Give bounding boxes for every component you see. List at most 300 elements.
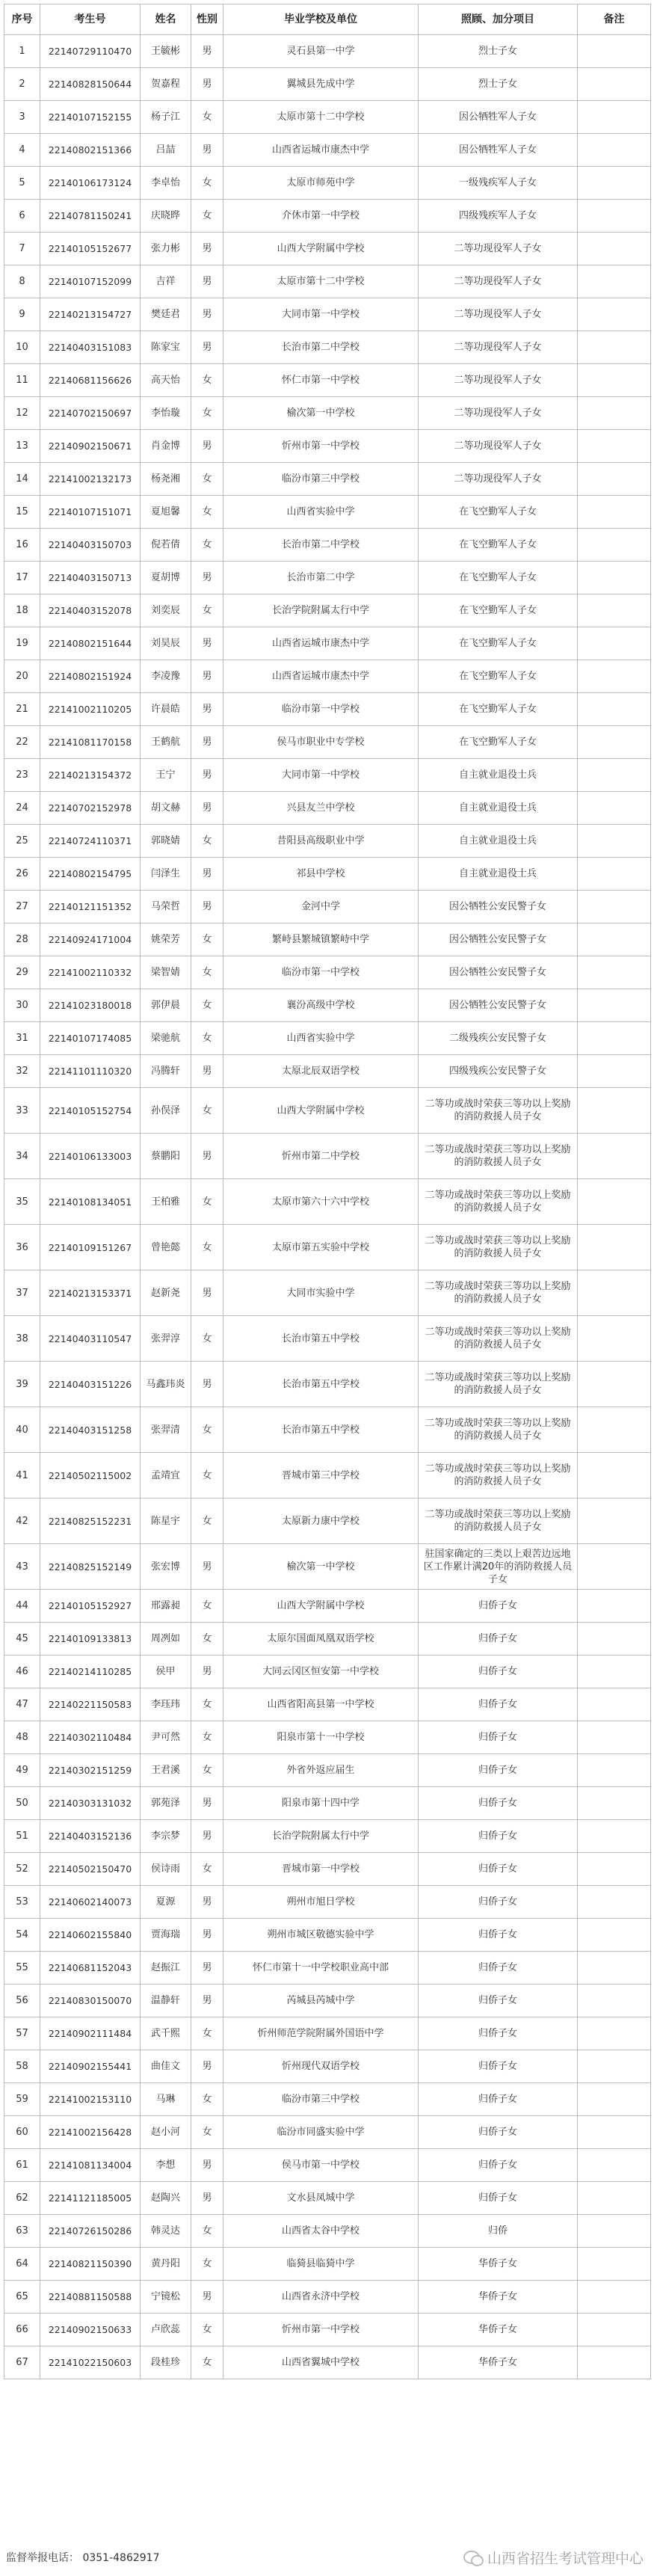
cell-name: 贺嘉程 [141,68,191,101]
cell-school: 兴县友兰中学校 [223,792,419,825]
cell-remark [578,2050,651,2083]
cell-index: 60 [4,2116,40,2149]
cell-exam-id: 22140828150644 [40,68,141,101]
cell-school: 山西大学附属中学校 [223,233,419,265]
cell-gender: 女 [191,1590,223,1623]
cell-bonus-item: 二等功或战时荣获三等功以上奖励的消防救援人员子女 [419,1316,578,1362]
cell-exam-id: 22140221150583 [40,1688,141,1721]
table-row [4,1688,651,1721]
cell-school: 繁峙县繁城镇繁峙中学 [223,923,419,956]
cell-bonus-item: 二等功或战时荣获三等功以上奖励的消防救援人员子女 [419,1362,578,1407]
cell-index: 56 [4,1985,40,2017]
cell-index: 21 [4,693,40,726]
cell-remark [578,331,651,364]
table-row [4,2149,651,2182]
cell-name: 王鹤航 [141,726,191,759]
cell-gender: 女 [191,1407,223,1453]
table-row [4,2017,651,2050]
cell-name: 冯腾轩 [141,1055,191,1088]
cell-gender: 女 [191,825,223,858]
cell-index: 55 [4,1952,40,1985]
cell-gender: 男 [191,1544,223,1590]
cell-remark [578,1952,651,1985]
cell-gender: 男 [191,759,223,792]
cell-name: 王柏雅 [141,1179,191,1225]
cell-remark [578,891,651,923]
cell-school: 山西省运城市康杰中学 [223,660,419,693]
cell-gender: 男 [191,2149,223,2182]
cell-bonus-item: 因公牺牲军人子女 [419,101,578,134]
cell-exam-id: 22141002110332 [40,956,141,989]
cell-remark [578,1407,651,1453]
cell-bonus-item: 二等功或战时荣获三等功以上奖励的消防救援人员子女 [419,1270,578,1316]
cell-name: 尹可然 [141,1721,191,1754]
cell-school: 长治市第二中学校 [223,331,419,364]
cell-name: 段桂珍 [141,2346,191,2379]
table-row [4,1787,651,1820]
cell-gender: 女 [191,529,223,562]
cell-gender: 女 [191,2017,223,2050]
cell-bonus-item: 归侨子女 [419,2116,578,2149]
cell-remark [578,2182,651,2215]
cell-bonus-item: 在飞空勤军人子女 [419,562,578,594]
cell-gender: 男 [191,792,223,825]
cell-remark [578,825,651,858]
table-row [4,1721,651,1754]
cell-name: 武千熙 [141,2017,191,2050]
table-row [4,1088,651,1134]
cell-bonus-item: 自主就业退役士兵 [419,825,578,858]
cell-school: 大同市第一中学校 [223,759,419,792]
cell-remark [578,1134,651,1179]
cell-index: 63 [4,2215,40,2248]
table-row [4,2314,651,2346]
table-row [4,825,651,858]
cell-gender: 男 [191,1270,223,1316]
cell-school: 灵石县第一中学 [223,35,419,68]
table-row [4,2116,651,2149]
cell-index: 46 [4,1656,40,1688]
cell-index: 38 [4,1316,40,1362]
cell-exam-id: 22140729110470 [40,35,141,68]
cell-remark [578,726,651,759]
cell-remark [578,2149,651,2182]
cell-exam-id: 22140902155441 [40,2050,141,2083]
cell-name: 宁镜松 [141,2281,191,2314]
cell-gender: 女 [191,2116,223,2149]
table-row [4,233,651,265]
cell-bonus-item: 归侨子女 [419,1919,578,1952]
cell-exam-id: 22141081170158 [40,726,141,759]
cell-school: 芮城县芮城中学 [223,1985,419,2017]
supervision-hotline: 监督举报电话： 0351-4862917 [6,2552,160,2564]
cell-name: 郭伊晨 [141,989,191,1022]
cell-exam-id: 22140825152231 [40,1498,141,1544]
cell-exam-id: 22140702150697 [40,397,141,430]
cell-exam-id: 22140213154372 [40,759,141,792]
cell-bonus-item: 二等功现役军人子女 [419,265,578,298]
cell-gender: 男 [191,627,223,660]
cell-index: 18 [4,594,40,627]
cell-exam-id: 22140214110285 [40,1656,141,1688]
cell-index: 34 [4,1134,40,1179]
cell-exam-id: 22140403152078 [40,594,141,627]
cell-bonus-item: 归侨子女 [419,1721,578,1754]
cell-name: 侯甲 [141,1656,191,1688]
cell-school: 临汾市第三中学校 [223,463,419,496]
cell-gender: 男 [191,1820,223,1853]
table-row [4,2083,651,2116]
cell-school: 介休市第一中学校 [223,200,419,233]
cell-name: 李想 [141,2149,191,2182]
cell-remark [578,594,651,627]
cell-index: 25 [4,825,40,858]
cell-remark [578,1820,651,1853]
cell-gender: 男 [191,2281,223,2314]
cell-gender: 女 [191,463,223,496]
cell-name: 王毓彬 [141,35,191,68]
cell-index: 62 [4,2182,40,2215]
cell-school: 临猗县临猗中学 [223,2248,419,2281]
cell-remark [578,792,651,825]
cell-index: 40 [4,1407,40,1453]
table-row [4,660,651,693]
table-row [4,1022,651,1055]
cell-exam-id: 22140213153371 [40,1270,141,1316]
table-header [4,4,651,35]
cell-exam-id: 22140602155840 [40,1919,141,1952]
table-row [4,2050,651,2083]
cell-remark [578,2116,651,2149]
cell-gender: 男 [191,265,223,298]
cell-school: 文水县凤城中学 [223,2182,419,2215]
cell-school: 忻州市第一中学校 [223,430,419,463]
cell-name: 郭晓婧 [141,825,191,858]
cell-school: 山西省太谷中学校 [223,2215,419,2248]
cell-gender: 女 [191,101,223,134]
cell-school: 昔阳县高级职业中学 [223,825,419,858]
cell-index: 22 [4,726,40,759]
cell-name: 梁智婧 [141,956,191,989]
cell-gender: 女 [191,2083,223,2116]
cell-index: 3 [4,101,40,134]
cell-gender: 女 [191,2215,223,2248]
cell-exam-id: 22140403152136 [40,1820,141,1853]
cell-name: 姚荣芳 [141,923,191,956]
cell-gender: 女 [191,1022,223,1055]
table-row [4,1820,651,1853]
cell-name: 马琳 [141,2083,191,2116]
wechat-icon [463,2549,483,2566]
table-row [4,167,651,200]
cell-index: 57 [4,2017,40,2050]
cell-name: 李珏玮 [141,1688,191,1721]
cell-remark [578,956,651,989]
cell-exam-id: 22140821150390 [40,2248,141,2281]
cell-index: 15 [4,496,40,529]
cell-index: 65 [4,2281,40,2314]
cell-bonus-item: 归侨子女 [419,1623,578,1656]
cell-name: 孟靖宜 [141,1453,191,1498]
cell-exam-id: 22140302151259 [40,1754,141,1787]
cell-index: 36 [4,1225,40,1270]
cell-remark [578,1316,651,1362]
cell-index: 5 [4,167,40,200]
cell-name: 杨尧湘 [141,463,191,496]
cell-index: 28 [4,923,40,956]
cell-remark [578,1688,651,1721]
cell-name: 马荣哲 [141,891,191,923]
cell-index: 6 [4,200,40,233]
table-row [4,1656,651,1688]
cell-name: 樊廷君 [141,298,191,331]
cell-name: 张羿淳 [141,1316,191,1362]
cell-school: 大同云冈区恒安第一中学校 [223,1656,419,1688]
cell-name: 李凌豫 [141,660,191,693]
cell-remark [578,2281,651,2314]
cell-bonus-item: 归侨子女 [419,2017,578,2050]
cell-index: 26 [4,858,40,891]
cell-index: 16 [4,529,40,562]
cell-school: 长治学院附属太行中学 [223,1820,419,1853]
cell-bonus-item: 自主就业退役士兵 [419,858,578,891]
table-row [4,594,651,627]
cell-index: 30 [4,989,40,1022]
cell-school: 山西大学附属中学校 [223,1590,419,1623]
cell-index: 67 [4,2346,40,2379]
cell-index: 43 [4,1544,40,1590]
cell-remark [578,1919,651,1952]
cell-name: 王君溪 [141,1754,191,1787]
cell-school: 临汾市第三中学校 [223,2083,419,2116]
table-row [4,693,651,726]
cell-index: 10 [4,331,40,364]
cell-gender: 男 [191,298,223,331]
cell-remark [578,2017,651,2050]
cell-school: 晋城市第一中学校 [223,1853,419,1886]
cell-exam-id: 22140924171004 [40,923,141,956]
cell-gender: 男 [191,331,223,364]
table-row [4,759,651,792]
cell-school: 临汾市同盛实验中学 [223,2116,419,2149]
cell-exam-id: 22140502115002 [40,1453,141,1498]
cell-remark [578,298,651,331]
cell-gender: 女 [191,1225,223,1270]
cell-remark [578,693,651,726]
cell-school: 太原市第五实验中学校 [223,1225,419,1270]
cell-school: 侯马市第一中学校 [223,2149,419,2182]
header-school: 毕业学校及单位 [223,4,419,35]
cell-bonus-item: 因公牺牲公安民警子女 [419,891,578,923]
cell-index: 14 [4,463,40,496]
cell-exam-id: 22140902150633 [40,2314,141,2346]
cell-remark [578,1453,651,1498]
table-row [4,35,651,68]
cell-name: 韩灵达 [141,2215,191,2248]
cell-school: 祁县中学校 [223,858,419,891]
cell-index: 1 [4,35,40,68]
cell-remark [578,1656,651,1688]
cell-index: 2 [4,68,40,101]
header-row [4,4,651,35]
cell-remark [578,562,651,594]
cell-remark [578,1754,651,1787]
cell-index: 23 [4,759,40,792]
cell-gender: 男 [191,562,223,594]
cell-bonus-item: 二级残疾公安民警子女 [419,1022,578,1055]
cell-exam-id: 22140106133003 [40,1134,141,1179]
table-row [4,1055,651,1088]
table-row [4,1985,651,2017]
cell-gender: 男 [191,233,223,265]
cell-gender: 女 [191,1688,223,1721]
table-row [4,627,651,660]
table-row [4,989,651,1022]
cell-name: 郭苑泽 [141,1787,191,1820]
bonus-points-table [4,4,651,2379]
cell-index: 59 [4,2083,40,2116]
cell-exam-id: 22140105152677 [40,233,141,265]
cell-remark [578,397,651,430]
cell-name: 李怡璇 [141,397,191,430]
table-row [4,364,651,397]
cell-name: 曲佳文 [141,2050,191,2083]
cell-index: 37 [4,1270,40,1316]
cell-bonus-item: 在飞空勤军人子女 [419,693,578,726]
cell-exam-id: 22140403151258 [40,1407,141,1453]
cell-school: 长治市第五中学校 [223,1407,419,1453]
cell-exam-id: 22140902150671 [40,430,141,463]
cell-remark [578,529,651,562]
cell-school: 太原新力康中学校 [223,1498,419,1544]
table-row [4,2182,651,2215]
cell-gender: 男 [191,1952,223,1985]
cell-index: 50 [4,1787,40,1820]
cell-remark [578,1544,651,1590]
cell-gender: 男 [191,68,223,101]
cell-bonus-item: 烈士子女 [419,68,578,101]
cell-remark [578,1590,651,1623]
cell-gender: 男 [191,693,223,726]
cell-bonus-item: 二等功或战时荣获三等功以上奖励的消防救援人员子女 [419,1225,578,1270]
cell-gender: 女 [191,1316,223,1362]
cell-school: 太原北辰双语学校 [223,1055,419,1088]
cell-gender: 男 [191,1055,223,1088]
cell-exam-id: 22140108134051 [40,1179,141,1225]
cell-remark [578,364,651,397]
cell-gender: 男 [191,2182,223,2215]
cell-remark [578,233,651,265]
cell-name: 曾艳懿 [141,1225,191,1270]
cell-name: 周冽如 [141,1623,191,1656]
cell-index: 66 [4,2314,40,2346]
cell-name: 李宗梦 [141,1820,191,1853]
cell-index: 61 [4,2149,40,2182]
cell-exam-id: 22140107152155 [40,101,141,134]
cell-name: 孙俣泽 [141,1088,191,1134]
cell-bonus-item: 归侨子女 [419,1820,578,1853]
header-bonus-item: 照顾、加分项目 [419,4,578,35]
cell-exam-id: 22140403150713 [40,562,141,594]
cell-exam-id: 22140602140073 [40,1886,141,1919]
cell-school: 怀仁市第一中学校 [223,364,419,397]
table-row [4,496,651,529]
cell-name: 夏源 [141,1886,191,1919]
cell-remark [578,2314,651,2346]
cell-index: 47 [4,1688,40,1721]
cell-school: 长治学院附属太行中学 [223,594,419,627]
cell-exam-id: 22140781150241 [40,200,141,233]
cell-remark [578,1270,651,1316]
table-row [4,134,651,167]
cell-bonus-item: 自主就业退役士兵 [419,792,578,825]
cell-gender: 女 [191,1498,223,1544]
cell-exam-id: 22141081134004 [40,2149,141,2182]
cell-school: 忻州市第一中学校 [223,2314,419,2346]
table-row [4,1498,651,1544]
cell-gender: 女 [191,989,223,1022]
cell-index: 9 [4,298,40,331]
cell-remark [578,2215,651,2248]
cell-school: 长治市第二中学校 [223,529,419,562]
cell-exam-id: 22140702152978 [40,792,141,825]
cell-index: 7 [4,233,40,265]
cell-school: 襄汾高级中学校 [223,989,419,1022]
cell-school: 山西省翼城中学校 [223,2346,419,2379]
cell-exam-id: 22140502150470 [40,1853,141,1886]
cell-name: 张力彬 [141,233,191,265]
cell-exam-id: 22141101110320 [40,1055,141,1088]
cell-remark [578,923,651,956]
cell-remark [578,1623,651,1656]
cell-bonus-item: 华侨子女 [419,2281,578,2314]
cell-gender: 女 [191,1754,223,1787]
cell-school: 山西省阳高县第一中学校 [223,1688,419,1721]
cell-bonus-item: 归侨子女 [419,1787,578,1820]
cell-exam-id: 22140902111484 [40,2017,141,2050]
cell-index: 35 [4,1179,40,1225]
cell-remark [578,1022,651,1055]
table-body [4,35,651,2379]
cell-bonus-item: 二等功或战时荣获三等功以上奖励的消防救援人员子女 [419,1407,578,1453]
cell-gender: 男 [191,35,223,68]
cell-remark [578,1985,651,2017]
table-row [4,68,651,101]
table-row [4,1316,651,1362]
cell-school: 外省外返应届生 [223,1754,419,1787]
cell-school: 忻州市第二中学校 [223,1134,419,1179]
cell-bonus-item: 归侨子女 [419,2149,578,2182]
cell-bonus-item: 归侨子女 [419,1952,578,1985]
cell-bonus-item: 二等功现役军人子女 [419,430,578,463]
cell-bonus-item: 二等功现役军人子女 [419,331,578,364]
cell-name: 庆晓晔 [141,200,191,233]
cell-gender: 女 [191,1088,223,1134]
cell-bonus-item: 因公牺牲公安民警子女 [419,989,578,1022]
cell-index: 31 [4,1022,40,1055]
cell-index: 39 [4,1362,40,1407]
cell-bonus-item: 二等功现役军人子女 [419,298,578,331]
cell-bonus-item: 归侨子女 [419,1590,578,1623]
cell-bonus-item: 二等功现役军人子女 [419,463,578,496]
cell-exam-id: 22140107151071 [40,496,141,529]
cell-remark [578,101,651,134]
cell-index: 51 [4,1820,40,1853]
cell-bonus-item: 因公牺牲公安民警子女 [419,956,578,989]
cell-name: 赵小河 [141,2116,191,2149]
cell-remark [578,134,651,167]
cell-school: 榆次第一中学校 [223,397,419,430]
